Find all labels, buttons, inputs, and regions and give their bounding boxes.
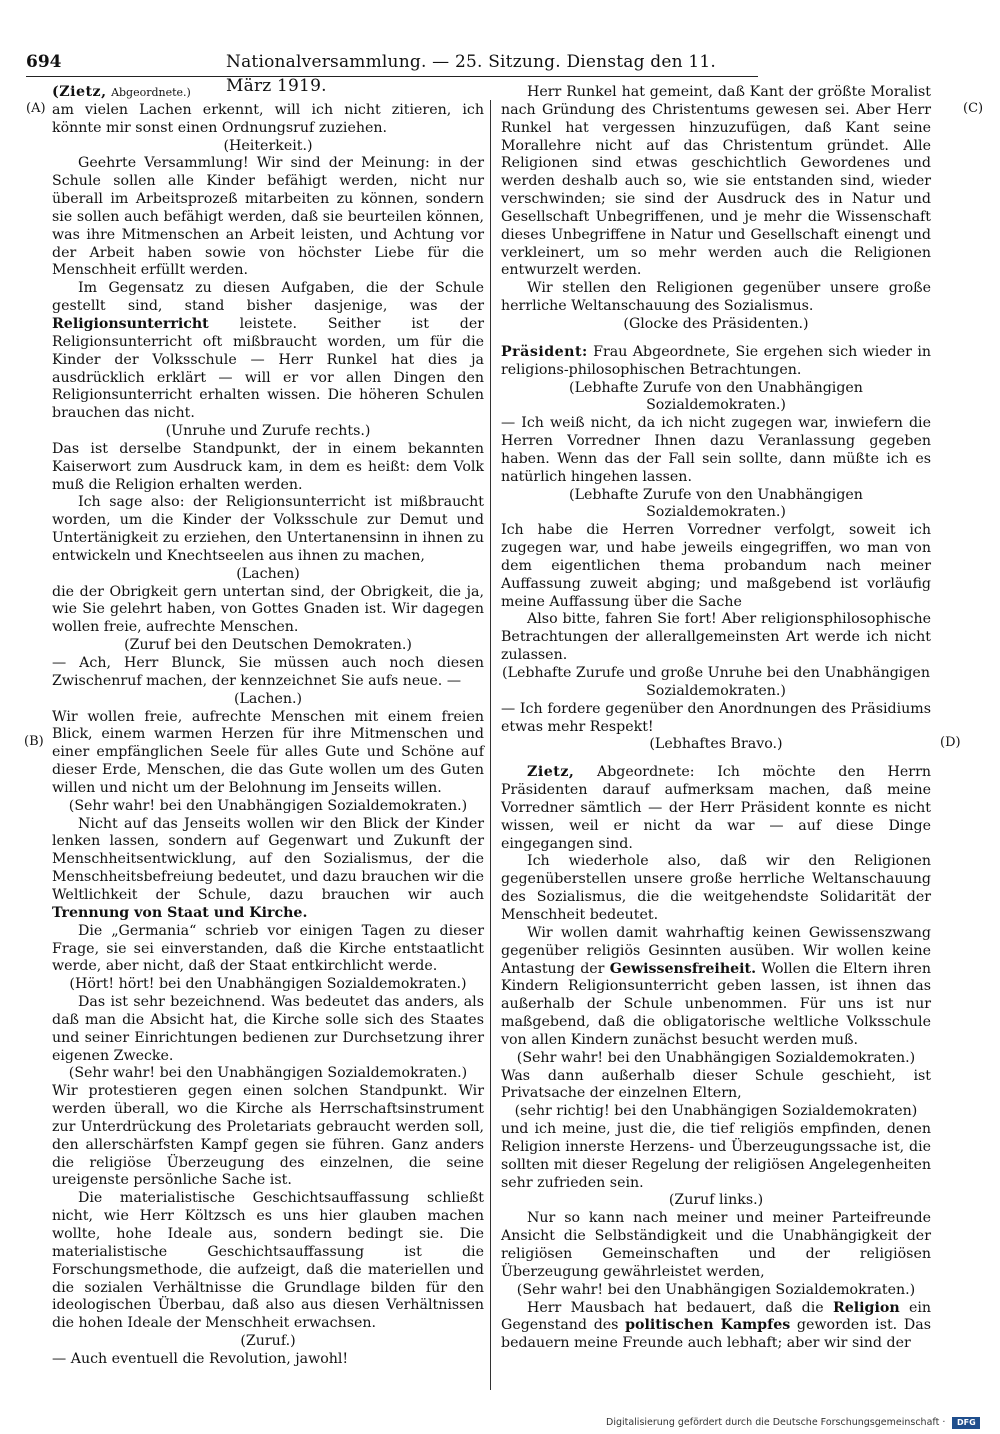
- interjection: (Glocke des Präsidenten.): [623, 315, 809, 332]
- paragraph: — Auch eventuell die Revolution, jawohl!: [52, 1350, 349, 1367]
- paragraph: Das ist sehr bezeichnend. Was bedeutet das anders, als daß man die Absicht hat, die Kirche solle sich des Staates und seiner Einrichtungen bedienen zur Durchsetzung ihrer eigenen Zwecke.: [52, 994, 484, 1064]
- text-run: Nicht auf das Jenseits wollen wir den Blick der Kinder lenken lassen, sondern auf Gegenwart und Zukunft der Menschheitsentwicklung, auf den Sozialismus, der die Menschheitsbefreiung bedeutet, und dazu brauchen wir die Weltlichkeit der Schule, dazu brauchen wir auch: [52, 815, 484, 903]
- margin-marker-c: (C): [963, 101, 984, 116]
- text-run: geworden ist. Das bedauern meine Freunde auch lebhaft; aber wir sind der: [501, 1317, 931, 1352]
- interjection: (Hört! hört! bei den Unabhängigen Sozialdemokraten.): [69, 976, 467, 993]
- column-divider: [490, 100, 491, 1390]
- interjection: (Lachen.): [233, 690, 303, 707]
- emphasis-text: politischen Kampfes: [625, 1317, 791, 1334]
- text-run: leistete. Seither ist der Religionsunterricht oft mißbraucht worden, um für die Kinder der Volksschule — Herr Runkel hat dies ja ausdrücklich erklärt — will er vor allen Dingen den Religionsunterricht erhalten wissen. Die höheren Schulen brauchen das nicht.: [52, 315, 484, 422]
- emphasis-text: Gewissensfreiheit.: [609, 960, 757, 977]
- paragraph: Wir protestieren gegen einen solchen Standpunkt. Wir werden überall, wo die Kirche als Herrschaftsinstrument zur Unterdrückung des Proletariats gebraucht werden soll, den allerschärfsten Kampf gegen sie führen. Ganz anders die religiöse Überzeugung des einzelnen, die seine ureigenste persönliche Sache ist.: [52, 1083, 484, 1189]
- paragraph: Die „Germania“ schrieb vor einigen Tagen zu dieser Frage, sie sei einverstanden, daß die Kirche entstaatlicht werde, aber nicht, daß der Staat entkirchlicht werde.: [52, 922, 484, 975]
- margin-marker-a: (A): [26, 101, 46, 116]
- speaker-role: Abgeordnete:: [596, 764, 695, 781]
- paragraph: [52, 816, 484, 923]
- interjection: (Unruhe und Zurufe rechts.): [165, 423, 371, 440]
- emphasis-text: Religion: [832, 1299, 900, 1316]
- interjection: (Sehr wahr! bei den Unabhängigen Sozialdemokraten.): [68, 1065, 468, 1082]
- interjection: (Lebhafte Zurufe von den Unabhängigen Sozialdemokraten.): [569, 379, 863, 414]
- digitization-footer: [606, 1416, 996, 1430]
- paragraph: die der Obrigkeit gern untertan sind, der Obrigkeit, die ja, wie Sie gelehrt haben, von Gottes Gnaden ist. Wir dagegen wollen freie, aufrechte Menschen.: [52, 583, 484, 636]
- margin-marker-b: (B): [24, 734, 44, 749]
- dfg-logo-icon: DFG: [952, 1417, 980, 1429]
- paragraph: Nur so kann nach meiner und meiner Parteifreunde Ansicht die Selbständigkeit und die Unabhängigkeit der religiösen Gemeinschaften und der religiösen Überzeugung gewährleistet werden,: [501, 1210, 931, 1280]
- emphasis-text: Trennung von Staat und Kirche.: [52, 904, 308, 921]
- interjection: (Zuruf links.): [668, 1192, 764, 1209]
- page-header-title: Nationalversammlung. — 25. Sitzung. Dienstag den 11. März 1919.: [226, 52, 717, 96]
- interjection: (Sehr wahr! bei den Unabhängigen Sozialdemokraten.): [516, 1281, 916, 1298]
- paragraph: Die materialistische Geschichtsauffassung schließt nicht, wie Herr Költzsch es uns hier glauben machen wollte, hohe Ideale aus, sondern bedingt sie. Die materialistische Geschichtsauffassung ist die Forschungsmethode, die aufzeigt, daß die materiellen und die sozialen Verhältnisse die Grundlage bilden für den ideologischen Überbau, daß also aus diesen Verhältnissen die hohen Ideale der Menschheit erwachsen.: [52, 1190, 484, 1332]
- interjection: (Sehr wahr! bei den Unabhängigen Sozialdemokraten.): [516, 1049, 916, 1066]
- right-column: [501, 84, 931, 1353]
- paragraph: und ich meine, just die, die tief religiös empfinden, denen Religion innerste Herzens- und Überzeugungssache ist, die sollten mit dieser Regelung der religiösen Angelegenheiten sehr zufrieden sein.: [501, 1121, 931, 1191]
- text-run: Wollen die Eltern ihren Kindern Religionsunterricht geben lassen, ist ihnen das außerhalb der Schule unbenommen. Für uns ist nur maßgebend, daß die obligatorische weltliche Volksschule von allen Kindern zunächst besucht werden muß.: [501, 960, 931, 1048]
- paragraph: — Ich fordere gegenüber den Anordnungen des Präsidiums etwas mehr Respekt!: [501, 700, 931, 735]
- paragraph: [501, 1300, 931, 1354]
- paragraph: [501, 925, 931, 1050]
- paragraph: [52, 280, 484, 423]
- text-run: ein Gegenstand des: [501, 1299, 932, 1334]
- paragraph: Was dann außerhalb dieser Schule geschieht, ist Privatsache der einzelnen Eltern,: [501, 1067, 931, 1102]
- left-column: [52, 84, 484, 1369]
- paragraph: Wir stellen den Religionen gegenüber unsere große herrliche Weltanschauung des Sozialismus.: [501, 280, 931, 315]
- paragraph: Geehrte Versammlung! Wir sind der Meinung: in der Schule sollen alle Kinder befähigt werden, nicht nur überall im Arbeitsprozeß mitarbeiten zu können, sondern sie sollen auch befähigt werden, daß sie beurteilen können, was ihre Mitmenschen an Arbeit leisten, und Achtung vor der Arbeit haben sowie von höchster Liebe für die Menschheit erfüllt werden.: [52, 155, 484, 279]
- speaker-name: Präsident:: [501, 343, 588, 360]
- paragraph: Also bitte, fahren Sie fort! Aber religionsphilosophische Betrachtungen der allerallgemeinsten Art werde ich nicht zulassen.: [501, 611, 931, 664]
- emphasis-text: Religionsunterricht: [52, 315, 209, 332]
- interjection: (Lebhafte Zurufe von den Unabhängigen Sozialdemokraten.): [569, 486, 863, 521]
- text-run: Ich möchte den Herrn Präsidenten darauf aufmerksam machen, daß meine Vorredner sämtlich — der Herr Präsident konnte es nicht wissen, weil er nicht da war — auf diese Dinge eingegangen sind.: [501, 764, 931, 852]
- page-number: 694: [26, 52, 62, 72]
- paragraph: [501, 764, 931, 853]
- paragraph: Herr Runkel hat gemeint, daß Kant der größte Moralist nach Gründung des Christentums gewesen sei. Aber Herr Runkel hat vergessen hinzuzufügen, daß Kant seine Morallehre nicht auf das Christentum gründet. Alle Religionen sind etwas geschichtlich Gewordenes und werden deshalb auch so, wie sie entstanden sind, wieder verschwinden; sie sind der Ausdruck des in Natur und Gesellschaft Unbegriffenen, und je mehr die Wissenschaft dieses Unbegriffene in Natur und Gesellschaft einengt und verkleinert, um so mehr werden auch die Religionen entwurzelt werden.: [501, 84, 931, 279]
- margin-marker-d: (D): [940, 735, 961, 750]
- text-run: Frau Abgeordnete, Sie ergehen sich wieder in religions-philosophischen Betrachtungen.: [501, 343, 932, 378]
- speaker-name: Zietz,: [527, 764, 575, 781]
- interjection: (Lachen): [236, 565, 300, 582]
- paragraph: [501, 344, 931, 380]
- speaker-role: Abgeordnete.): [111, 86, 191, 99]
- paragraph: Ich sage also: der Religionsunterricht ist mißbraucht worden, um die Kinder der Volksschule zur Demut und Untertänigkeit zu erziehen, den Untertanensinn in ihnen zu entwickeln und Knechtseelen aus ihnen zu machen,: [52, 494, 484, 564]
- interjection: (sehr richtig! bei den Unabhängigen Sozialdemokraten): [514, 1103, 918, 1120]
- text-run: Wir wollen damit wahrhaftig keinen Gewissenszwang gegenüber religiös Gesinnten ausüben. Wir wollen keine Antastung der: [501, 924, 931, 977]
- paragraph: — Ach, Herr Blunck, Sie müssen auch noch diesen Zwischenruf machen, der kennzeichnet Sie aufs neue. —: [52, 655, 484, 689]
- text-run: Im Gegensatz zu diesen Aufgaben, die der Schule gestellt sind, stand bisher dasjenige, was der: [52, 280, 484, 315]
- footer-text: Digitalisierung gefördert durch die Deutsche Forschungsgemeinschaft ·: [606, 1417, 946, 1428]
- interjection: (Sehr wahr! bei den Unabhängigen Sozialdemokraten.): [68, 797, 468, 814]
- text-run: Herr Mausbach hat bedauert, daß die: [527, 1299, 824, 1316]
- interjection: (Heiterkeit.): [223, 137, 313, 154]
- interjection: (Zuruf bei den Deutschen Demokraten.): [124, 637, 412, 654]
- paragraph: — Ich weiß nicht, da ich nicht zugegen war, inwiefern die Herren Vorredner Ihnen dazu Veranlassung gegeben haben. Wenn das der Fall sein sollte, dann müßte ich es natürlich hingehen lassen.: [501, 415, 931, 485]
- interjection: (Lebhaftes Bravo.): [649, 736, 783, 753]
- paragraph: Wir wollen freie, aufrechte Menschen mit einem freien Blick, einem warmen Herzen für ihre Mitmenschen und einer empfänglichen Seele für alles Gute und Schöne auf dieser Erde, Menschen, die das Gute wollen um des Guten willen und nicht um der Belohnung im Jenseits willen.: [52, 708, 484, 796]
- speaker-name: (Zietz,: [52, 84, 107, 100]
- interjection: (Lebhafte Zurufe und große Unruhe bei den Unabhängigen Sozialdemokraten.): [502, 665, 930, 699]
- paragraph: Ich wiederhole also, daß wir den Religionen gegenüberstellen unsere große herrliche Weltanschauung des Sozialismus, die die weitgehendste Solidarität der Menschheit bedeutet.: [501, 853, 931, 923]
- paragraph: Das ist derselbe Standpunkt, der in einem bekannten Kaiserwort zum Ausdruck kam, in dem es heißt: dem Volk muß die Religion erhalten werden.: [52, 440, 484, 493]
- paragraph: Ich habe die Herren Vorredner verfolgt, soweit ich zugegen war, und habe jeweils eingegriffen, wo man von dem eigentlichen thema probandum nach meiner Auffassung zuweit abging; und maßgebend ist vorläufig meine Auffassung über die Sache: [501, 522, 931, 610]
- paragraph: am vielen Lachen erkennt, will ich nicht zitieren, ich könnte mir sonst einen Ordnungsruf zuziehen.: [52, 101, 484, 136]
- interjection: (Zuruf.): [240, 1333, 296, 1350]
